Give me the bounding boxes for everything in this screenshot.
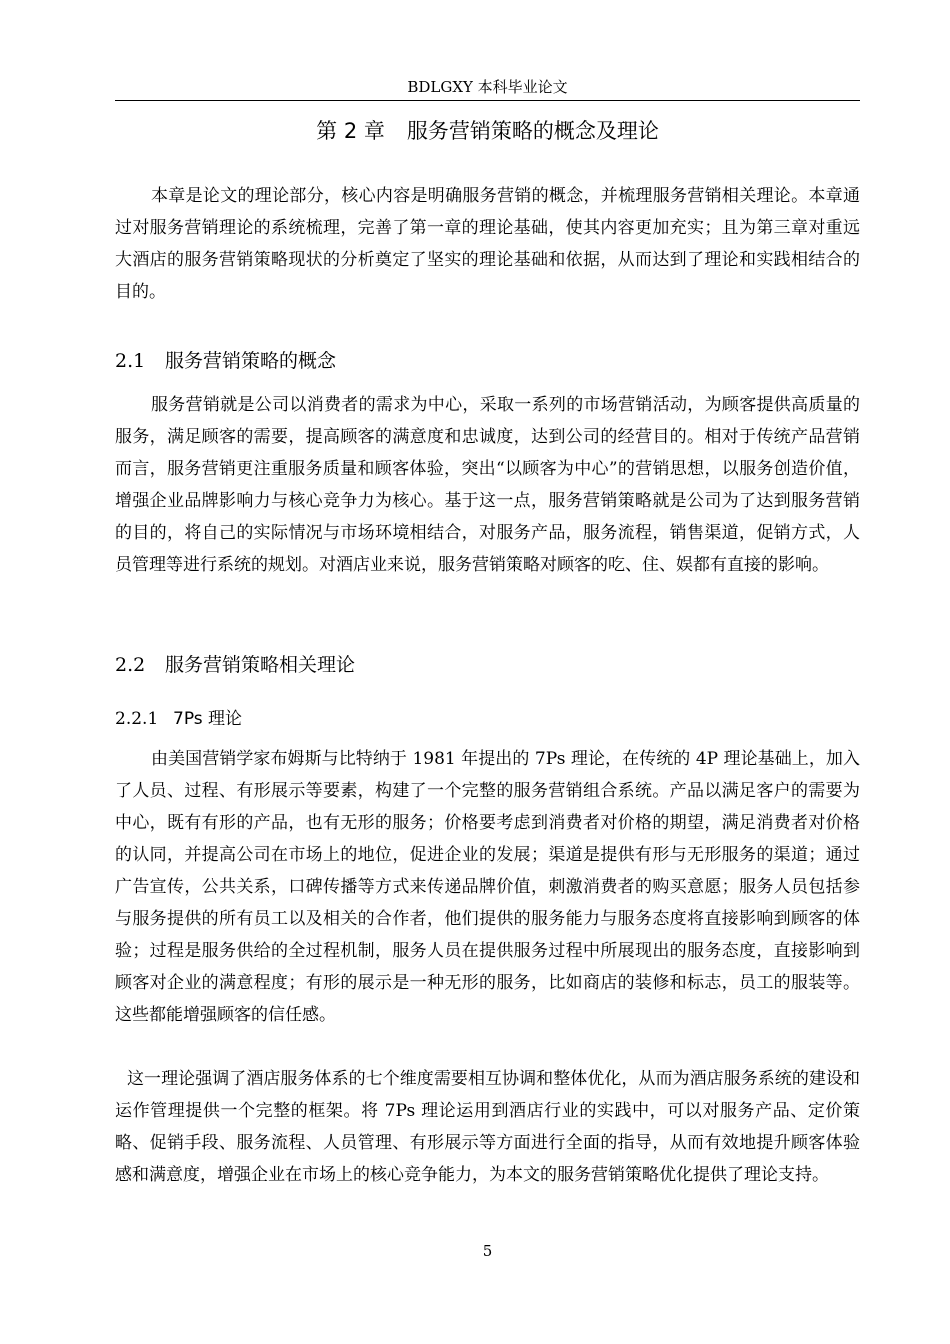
section-2-2-1-paragraph-1: 由美国营销学家布姆斯与比特纳于 1981 年提出的 7Ps 理论，在传统的 4P 理论基础上，加入了人员、过程、有形展示等要素，构建了一个完整的服务营销组合系统。产品以满足客户的需要为中心，既有有形的产品，也有无形的服务；价格要考虑到消费者对价格的期望，满足消费者对价格的认同，并提高公司在市场上的地位，促进企业的发展；渠道是提供有形与无形服务的渠道；通过广告宣传，公共关系，口碑传播等方式来传递品牌价值，刺激消费者的购买意愿；服务人员包括参与服务提供的所有员工以及相关的合作者，他们提供的服务能力与服务态度将直接影响到顾客的体验；过程是服务供给的全过程机制，服务人员在提供服务过程中所展现出的服务态度，直接影响到顾客对企业的满意程度；有形的展示是一种无形的服务，比如商店的装修和标志，员工的服装等。这些都能增强顾客的信任感。 [115,749,860,1025]
section-heading-2-1 [115,348,860,374]
section-number: 2.2 [115,654,146,676]
section-title: 服务营销策略相关理论 [165,654,356,676]
section-number: 2.1 [115,350,146,372]
subsection-title: 7Ps 理论 [173,709,243,729]
chapter-title-text: 服务营销策略的概念及理论 [406,119,659,143]
section-heading-2-2 [115,652,860,678]
subsection-heading-2-2-1 [115,706,860,732]
section-title: 服务营销策略的概念 [165,350,337,372]
header-rule [115,100,860,101]
intro-paragraph: 本章是论文的理论部分，核心内容是明确服务营销的概念，并梳理服务营销相关理论。本章通过对服务营销理论的系统梳理，完善了第一章的理论基础，使其内容更加充实；且为第三章对重远大酒店的服务营销策略现状的分析奠定了坚实的理论基础和依据，从而达到了理论和实践相结合的目的。 [115,186,860,302]
chapter-number: 第 2 章 [316,119,385,143]
chapter-title [115,117,860,145]
section-2-2-1-paragraph-2: 这一理论强调了酒店服务体系的七个维度需要相互协调和整体优化，从而为酒店服务系统的建设和运作管理提供一个完整的框架。将 7Ps 理论运用到酒店行业的实践中，可以对服务产品、定价策略、促销手段、服务流程、人员管理、有形展示等方面进行全面的指导，从而有效地提升顾客体验感和满意度，增强企业在市场上的核心竞争能力，为本文的服务营销策略优化提供了理论支持。 [115,1069,860,1185]
section-2-1-paragraph: 服务营销就是公司以消费者的需求为中心，采取一系列的市场营销活动，为顾客提供高质量的服务，满足顾客的需要，提高顾客的满意度和忠诚度，达到公司的经营目的。相对于传统产品营销而言，服务营销更注重服务质量和顾客体验，突出“以顾客为中心”的营销思想，以服务创造价值，增强企业品牌影响力与核心竞争力为核心。基于这一点，服务营销策略就是公司为了达到服务营销的目的，将自己的实际情况与市场环境相结合，对服务产品，服务流程，销售渠道，促销方式，人员管理等进行系统的规划。对酒店业来说，服务营销策略对顾客的吃、住、娱都有直接的影响。 [115,395,860,575]
page-number: 5 [482,1242,493,1260]
running-header: BDLGXY 本科毕业论文 [407,78,568,96]
subsection-number: 2.2.1 [115,709,159,729]
